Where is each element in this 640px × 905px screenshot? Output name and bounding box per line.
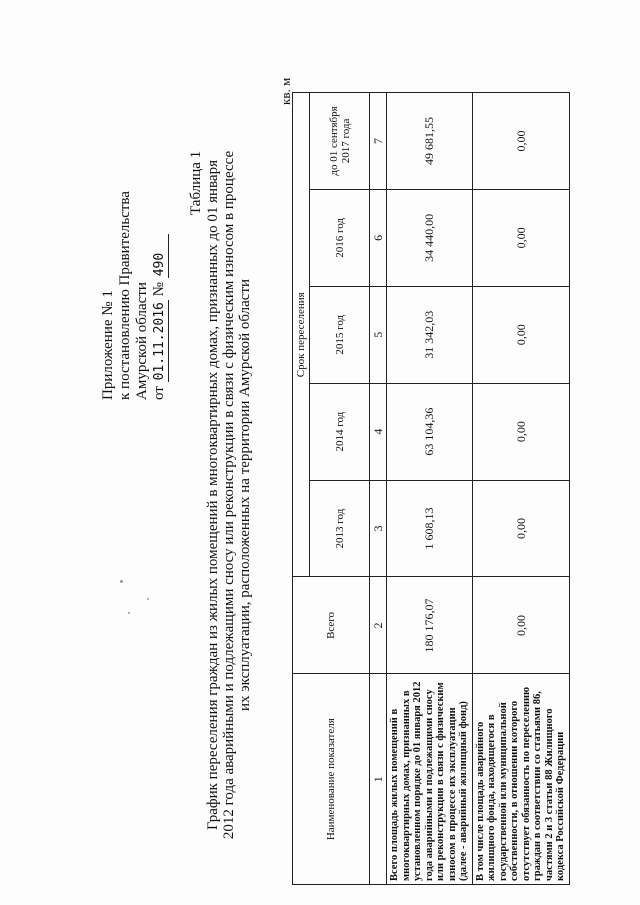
annex-number-label: № [151, 282, 167, 297]
row-2015: 31 342,03 [387, 286, 473, 383]
header-2013: 2013 год [310, 480, 370, 577]
col-number: 1 [370, 674, 387, 885]
row-2017: 49 681,55 [387, 93, 473, 190]
table-row [387, 93, 473, 885]
row-2015: 0,00 [472, 286, 569, 383]
header-2016: 2016 год [310, 189, 370, 286]
col-number: 3 [370, 480, 387, 577]
row-2017: 0,00 [472, 93, 569, 190]
annex-title: Приложение № 1 [100, 290, 116, 400]
document-title: График переселения граждан из жилых помещений в многоквартирных домах, признанных до 01 января 2012 года аварийными и подлежащими сносу или реконструкции в связи с физическим износом в процессе их эксплуатации, расположенных на территории Амурской области [205, 150, 253, 840]
annex-date: 01.11.2016 [152, 302, 167, 381]
table-label: Таблица 1 [188, 150, 204, 215]
col-number: 7 [370, 93, 387, 190]
annex-date-line [151, 140, 169, 400]
row-2013: 0,00 [472, 480, 569, 577]
row-label: Всего площадь жилых помещений в многоквартирных домах, признанных в установленном порядке до 01 января 2012 года аварийными и подлежащими сносу или реконструкции в связи с физическим износом в процессе их эксплуатации (далее - аварийный жилищный фонд) [387, 674, 473, 885]
annex-from: от [151, 386, 167, 400]
header-2014: 2014 год [310, 383, 370, 480]
row-2016: 34 440,00 [387, 189, 473, 286]
header-row-1 [293, 93, 310, 885]
row-label: В том числе площадь аварийного жилищного фонда, находящегося в государственной или муниципальной собственности, в отношении которого отсутствует обязанность по переселению граждан в соответствии со статьями 86, частями 2 и 3 статьи 88 Жилищного кодекса Российской Федерации [472, 674, 569, 885]
header-period: Срок переселения [293, 93, 310, 577]
row-2014: 0,00 [472, 383, 569, 480]
annex-region: Амурской области [134, 282, 150, 400]
row-2013: 1 608,13 [387, 480, 473, 577]
resettlement-table [292, 92, 570, 885]
header-name: Наименование показателя [293, 674, 370, 885]
row-total: 0,00 [472, 577, 569, 674]
row-2014: 63 104,36 [387, 383, 473, 480]
annex-block [100, 140, 169, 400]
table-row [472, 93, 569, 885]
col-number: 2 [370, 577, 387, 674]
annex-decree: к постановлению Правительства [117, 191, 133, 400]
units-label: кв. м [278, 77, 293, 105]
col-number: 5 [370, 286, 387, 383]
row-2016: 0,00 [472, 189, 569, 286]
row-total: 180 176,07 [387, 577, 473, 674]
col-number: 6 [370, 189, 387, 286]
header-2015: 2015 год [310, 286, 370, 383]
header-total: Всего [293, 577, 370, 674]
annex-number: 490 [151, 234, 169, 278]
header-2017: до 01 сентября 2017 года [310, 93, 370, 190]
column-number-row [370, 93, 387, 885]
col-number: 4 [370, 383, 387, 480]
